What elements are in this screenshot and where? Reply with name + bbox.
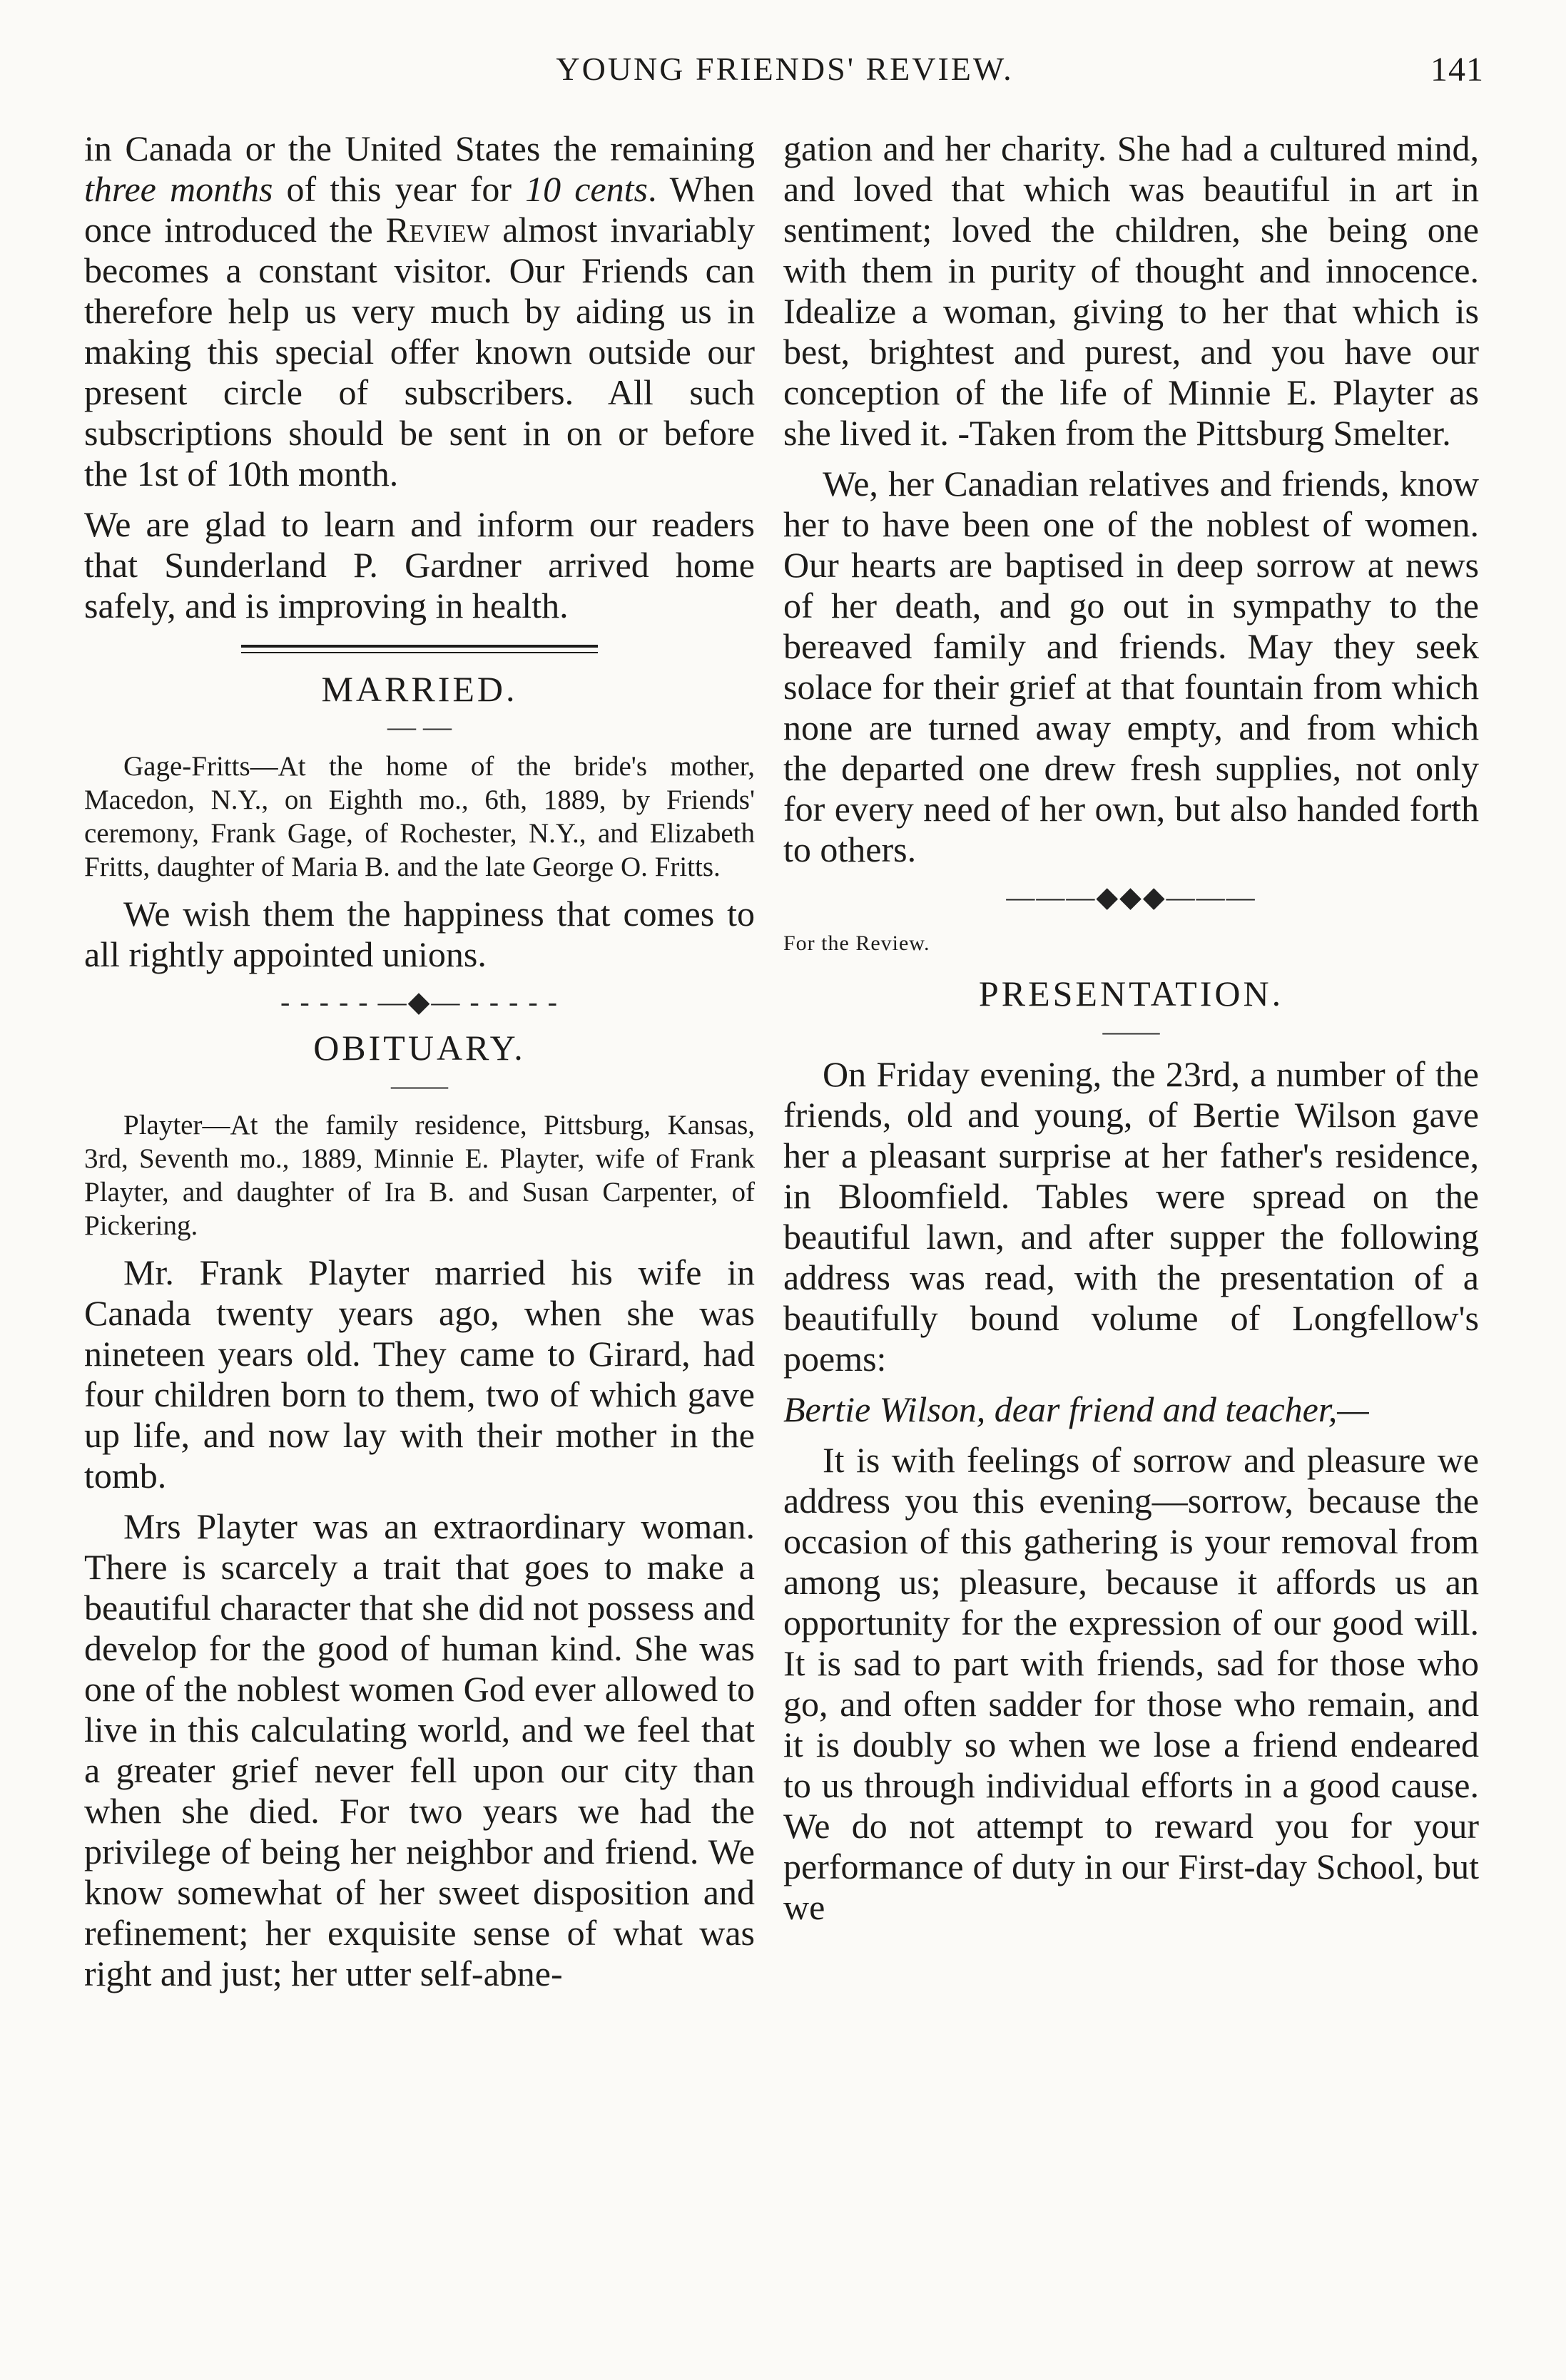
heading-dash: ——: [391, 1069, 448, 1101]
obituary-heading: OBITUARY.: [313, 1028, 526, 1068]
ornamental-divider: - - - - - —◆— - - - - -: [280, 986, 559, 1018]
married-wish: We wish them the happiness that comes to all rightly appointed unions.: [84, 894, 755, 974]
heading-dash: — —: [387, 710, 452, 742]
section-divider: [241, 645, 598, 653]
presentation-paragraph: On Friday evening, the 23rd, a number of the friends, old and young, of Bertie Wilson gave her a pleasant surprise at her father's residence, in Bloomfield. Tables were spread on the beautiful lawn, and after supper the following address was read, with the presentation of a beautifully bound volume of Longfellow's poems:: [783, 1054, 1479, 1379]
married-heading: MARRIED.: [321, 669, 518, 709]
obituary-paragraph: Mrs Playter was an extraordinary woman. There is scarcely a trait that goes to make a beautiful character that she did not possess and develop for the good of human kind. She was one of the noblest women God ever allowed to live in this calculating world, and we feel that a greater grief never fell upon our city than when she died. For two years we had the privilege of being her neighbor and friend. We know somewhat of her sweet disposition and refinement; her exquisite sense of what was right and just; her utter self-abne-: [84, 1506, 755, 1993]
married-notice: Gage-Fritts—At the home of the bride's mother, Macedon, N.Y., on Eighth mo., 6th, 1889, by Friends' ceremony, Frank Gage, of Rochester, N.Y., and Elizabeth Fritts, daughter of Maria B. and the late George O. Fritts.: [84, 751, 755, 882]
gardner-news-paragraph: We are glad to learn and inform our readers that Sunderland P. Gardner arrived home safely, and is improving in health.: [84, 504, 755, 625]
presentation-heading: PRESENTATION.: [978, 974, 1284, 1013]
left-column: [84, 128, 755, 2004]
subscription-offer-paragraph: in Canada or the United States the remaining three months of this year for 10 cents. When once introduced the Review almost invariably becomes a constant visitor. Our Friends can therefore help us very much by aiding us in making this special offer known outside our present circle of subscribers. All such subscriptions should be sent in on or before the 1st of 10th month.: [84, 128, 756, 494]
obituary-paragraph: Mr. Frank Playter married his wife in Canada twenty years ago, when she was nineteen years old. They came to Girard, had four children born to them, two of which gave up life, and now lay with their mother in the tomb.: [84, 1252, 755, 1496]
presentation-paragraph: It is with feelings of sorrow and pleasure we address you this evening—sorrow, because the occasion of this gathering is your removal from among us; pleasure, because it affords us an opportunity for the expression of our good will. It is sad to part with friends, sad for those who go, and often sadder for those who remain, and it is doubly so when we lose a friend endeared to us through individual efforts in a good cause. We do not attempt to reward you for your performance of duty in our First-day School, but we: [783, 1440, 1479, 1927]
right-column: [783, 128, 1479, 1938]
obituary-continued-paragraph: gation and her charity. She had a cultured mind, and loved that which was beautiful in art in sentiment; loved the children, she being one with them in purity of thought and innocence. Idealize a woman, giving to her that which is best, brightest and purest, and you have our conception of the life of Minnie E. Playter as she lived it. -Taken from the Pittsburg Smelter.: [783, 128, 1479, 453]
address-salutation: Bertie Wilson, dear friend and teacher,—: [783, 1389, 1369, 1429]
ornamental-divider: ———◆◆◆———: [1006, 881, 1256, 913]
obituary-paragraph: We, her Canadian relatives and friends, know her to have been one of the noblest of women. Our hearts are baptised in deep sorrow at news of her death, and go out in sympathy to the bereaved family and friends. May they seek solace for their grief at that fountain from which none are turned away empty, and from which the departed one drew fresh supplies, not only for every need of her own, but also handed forth to others.: [783, 464, 1479, 869]
journal-title: YOUNG FRIENDS' REVIEW.: [556, 51, 1014, 87]
for-review-byline: For the Review.: [783, 931, 930, 955]
heading-dash: ——: [1102, 1015, 1160, 1047]
page-number: 141: [1430, 51, 1484, 88]
obituary-notice: Playter—At the family residence, Pittsburg, Kansas, 3rd, Seventh mo., 1889, Minnie E. Playter, wife of Frank Playter, and daughter of Ira B. and Susan Carpenter, of Pickering.: [84, 1110, 755, 1241]
running-header: [86, 50, 1484, 100]
